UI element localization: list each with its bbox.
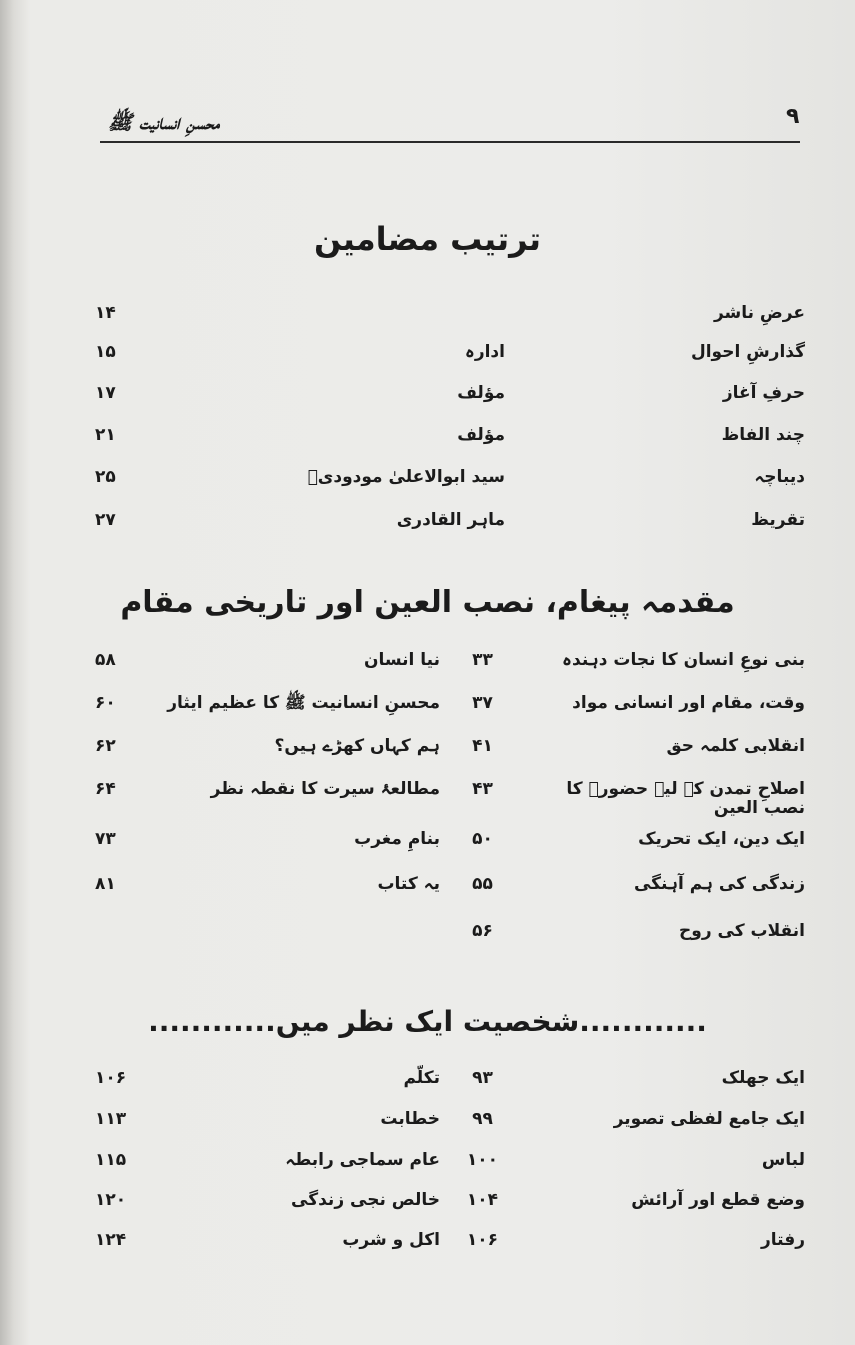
entry-title: بنی نوعِ انسان کا نجات دہندہ	[562, 650, 805, 670]
entry-title: ایک جامع لفظی تصویر	[613, 1109, 805, 1129]
toc-entry	[95, 780, 805, 820]
entry-page: ۱۲۰	[95, 1190, 127, 1210]
entry-page: ۶۲	[95, 736, 116, 756]
entry-author: ماہر القادری	[396, 510, 505, 530]
running-title: محسنِ انسانیت ﷺ	[108, 110, 220, 134]
entry-page: ۴۱	[472, 736, 493, 756]
entry-title: زندگی کی ہم آہنگی	[633, 874, 805, 894]
section-heading-introduction: مقدمہ پیغام، نصب العین اور تاریخی مقام	[120, 585, 735, 620]
entry-title: اصلاحِ تمدن کے لیے حضورؐ کا نصب العین	[566, 779, 805, 818]
entry-title: ایک جھلک	[721, 1068, 805, 1088]
entry-page: ۵۸	[95, 650, 116, 670]
entry-page: ۱۰۶	[466, 1230, 499, 1250]
entry-title: انقلاب کی روح	[679, 921, 805, 941]
toc-entry	[95, 830, 805, 870]
page-number: ۹	[786, 104, 800, 129]
toc-entry	[95, 384, 805, 424]
entry-title: تکلّم	[403, 1068, 440, 1088]
entry-title: محسنِ انسانیت ﷺ کا عظیم ایثار	[167, 693, 440, 713]
toc-entry	[95, 1231, 805, 1271]
entry-page: ۵۵	[472, 874, 493, 894]
entry-title: حرفِ آغاز	[722, 383, 805, 403]
entry-page: ۶۰	[95, 693, 116, 713]
toc-entry	[95, 1151, 805, 1191]
entry-page: ۶۴	[95, 779, 116, 799]
entry-title: یہ کتاب	[377, 874, 440, 894]
entry-page: ۲۱	[95, 425, 116, 445]
toc-entry	[95, 1110, 805, 1150]
entry-title: گذارشِ احوال	[690, 342, 805, 362]
entry-page: ۳۳	[472, 650, 493, 670]
toc-entry	[95, 1069, 805, 1109]
toc-title: ترتیب مضامین	[313, 220, 542, 258]
entry-page: ۱۰۴	[466, 1190, 499, 1210]
toc-entry	[95, 304, 805, 344]
header-rule	[100, 141, 800, 143]
entry-author: مؤلف	[457, 383, 505, 403]
entry-page: ۹۳	[472, 1068, 493, 1088]
entry-title: عرضِ ناشر	[713, 303, 805, 323]
entry-page: ۱۵	[95, 342, 116, 362]
entry-title: نیا انسان	[363, 650, 440, 670]
entry-page: ۹۹	[472, 1109, 493, 1129]
toc-entry	[95, 875, 805, 915]
entry-page: ۲۷	[95, 510, 116, 530]
entry-page: ۱۰۰	[466, 1150, 499, 1170]
section-heading-personality: ............شخصیت ایک نظر میں............	[148, 1005, 707, 1038]
entry-title: وضع قطع اور آرائش	[631, 1190, 805, 1210]
entry-page: ۵۶	[472, 921, 493, 941]
entry-title: لباس	[761, 1150, 805, 1170]
entry-title: تقریظ	[751, 510, 805, 530]
entry-author: ادارہ	[464, 342, 505, 362]
entry-title: انقلابی کلمہ حق	[666, 736, 805, 756]
entry-title: اکل و شرب	[342, 1230, 440, 1250]
entry-page: ۴۳	[472, 779, 493, 799]
toc-entry	[95, 468, 805, 508]
entry-title: خطابت	[380, 1109, 440, 1129]
toc-entry	[95, 651, 805, 691]
entry-page: ۳۷	[472, 693, 493, 713]
entry-title: وقت، مقام اور انسانی مواد	[572, 693, 805, 713]
entry-title: دیباچہ	[754, 467, 805, 487]
entry-page: ۱۴	[95, 303, 116, 323]
entry-page: ۱۷	[95, 383, 116, 403]
entry-page: ۱۱۵	[95, 1150, 127, 1170]
entry-title: رفتار	[760, 1230, 805, 1250]
entry-title: ہم کہاں کھڑے ہیں؟	[274, 736, 440, 756]
toc-entry	[95, 343, 805, 383]
entry-author: سید ابوالاعلیٰ مودودیؒ	[307, 467, 505, 487]
toc-entry	[95, 1191, 805, 1231]
entry-page: ۱۰۶	[95, 1068, 127, 1088]
entry-page: ۷۳	[95, 829, 116, 849]
entry-title: خالص نجی زندگی	[291, 1190, 440, 1210]
entry-title: مطالعۂ سیرت کا نقطہ نظر	[210, 779, 440, 799]
toc-entry	[95, 694, 805, 734]
entry-title: ایک دین، ایک تحریک	[638, 829, 805, 849]
entry-page: ۲۵	[95, 467, 116, 487]
entry-author: مؤلف	[457, 425, 505, 445]
entry-title: چند الفاظ	[721, 425, 805, 445]
entry-page: ۸۱	[95, 874, 116, 894]
entry-page: ۱۲۴	[95, 1230, 127, 1250]
toc-entry	[95, 922, 805, 962]
entry-title: بنامِ مغرب	[354, 829, 440, 849]
entry-title: عام سماجی رابطہ	[285, 1150, 440, 1170]
toc-entry	[95, 737, 805, 777]
entry-page: ۱۱۳	[95, 1109, 127, 1129]
toc-entry	[95, 426, 805, 466]
toc-entry	[95, 511, 805, 551]
entry-page: ۵۰	[472, 829, 493, 849]
